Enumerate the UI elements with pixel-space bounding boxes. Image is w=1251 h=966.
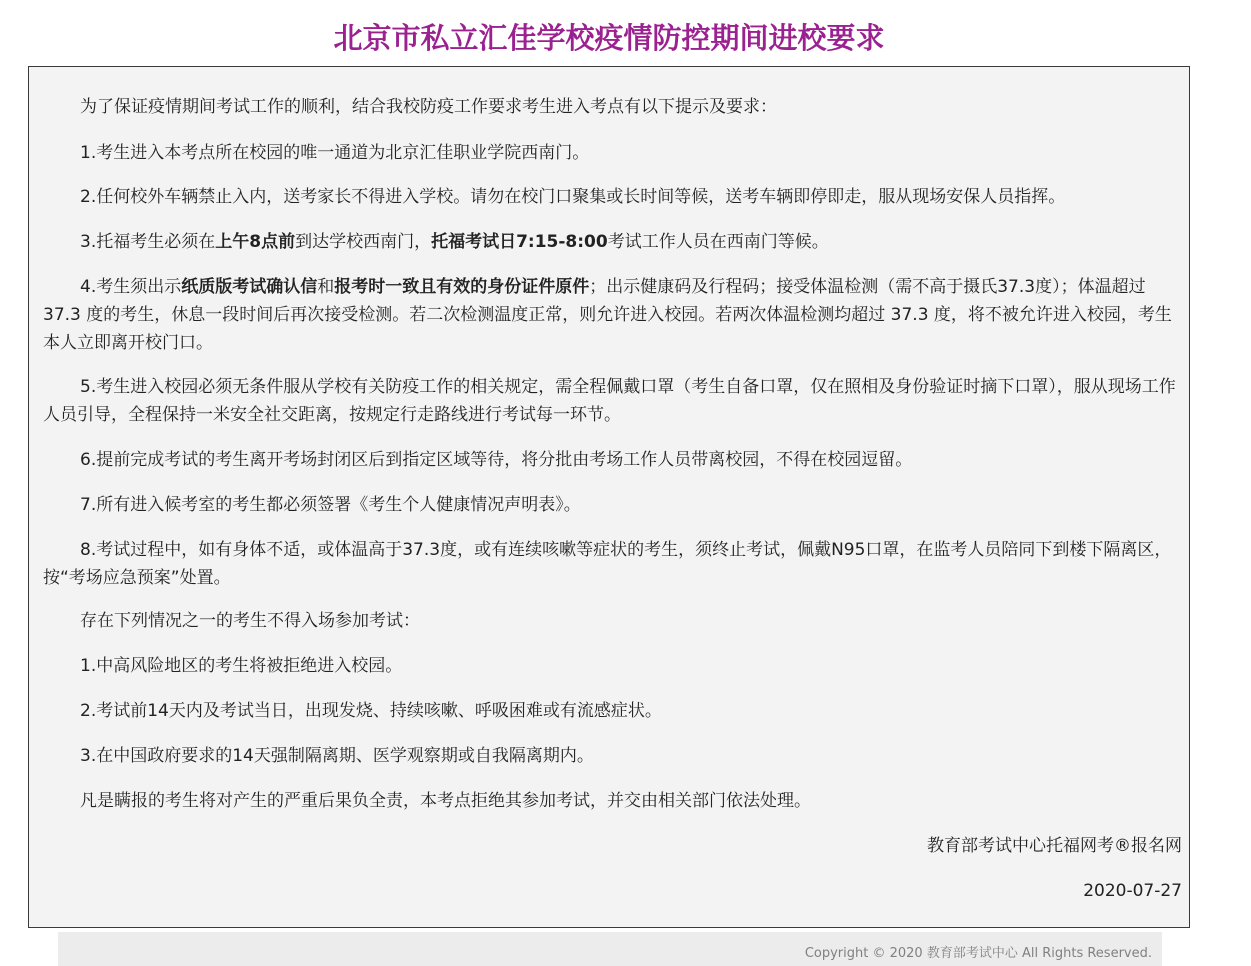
date: 2020-07-27: [1083, 881, 1182, 901]
rule-7: 7.所有进入候考室的考生都必须签署《考生个人健康情况声明表》。: [80, 495, 581, 515]
page-title: 北京市私立汇佳学校疫情防控期间进校要求: [333, 21, 885, 55]
exclusion-1: 1.中高风险地区的考生将被拒绝进入校园。: [80, 656, 403, 676]
rule-3: [43, 228, 1183, 256]
exclusion-3: 3.在中国政府要求的14天强制隔离期、医学观察期或自我隔离期内。: [80, 746, 594, 766]
rule-4-id-document: 报考时一致且有效的身份证件原件: [334, 277, 590, 297]
rule-6: 6.提前完成考试的考生离开考场封闭区后到指定区域等待，将分批由考场工作人员带离校园，不得在校园逗留。: [80, 450, 913, 470]
rule-4-text-c: 和: [317, 277, 335, 297]
rule-8: 8.考试过程中，如有身体不适，或体温高于37.3度，或有连续咳嗽等症状的考生，须终止考试，佩戴N95口罩，在监考人员陪同下到楼下隔离区，按“考场应急预案”处置。: [43, 540, 1172, 588]
warning-paragraph: 凡是瞒报的考生将对产生的严重后果负全责，本考点拒绝其参加考试，并交由相关部门依法处理。: [80, 791, 811, 811]
rule-4: [43, 273, 1183, 357]
rule-4-text-a: 4.考生须出示: [80, 277, 182, 297]
intro-paragraph: 为了保证疫情期间考试工作的顺利，结合我校防疫工作要求考生进入考点有以下提示及要求：: [80, 97, 777, 117]
rule-3-exam-time: 托福考试日7:15-8:00: [431, 232, 608, 252]
rule-3-deadline: 上午8点前: [215, 232, 296, 252]
rule-3-text-c: 到达学校西南门，: [295, 232, 432, 252]
exclusion-2: 2.考试前14天内及考试当日，出现发烧、持续咳嗽、呼吸困难或有流感症状。: [80, 701, 662, 721]
copyright-text: Copyright © 2020 教育部考试中心 All Rights Reserved.: [804, 946, 1152, 961]
rule-3-text-e: 考试工作人员在西南门等候。: [607, 232, 829, 252]
rule-3-text-a: 3.托福考生必须在: [80, 232, 216, 252]
rule-4-confirmation-letter: 纸质版考试确认信: [181, 277, 318, 297]
rule-2: 2.任何校外车辆禁止入内，送考家长不得进入学校。请勿在校门口聚集或长时间等候，送考车辆即停即走，服从现场安保人员指挥。: [80, 187, 1066, 207]
notice-box: [28, 66, 1190, 928]
footer: [58, 932, 1162, 966]
rule-5: 5.考生进入校园必须无条件服从学校有关防疫工作的相关规定，需全程佩戴口罩（考生自备口罩，仅在照相及身份验证时摘下口罩），服从现场工作人员引导，全程保持一米安全社交距离，按规定行走路线进行考试每一环节。: [43, 377, 1176, 425]
exclusion-intro: 存在下列情况之一的考生不得入场参加考试：: [80, 611, 420, 631]
rule-1: 1.考生进入本考点所在校园的唯一通道为北京汇佳职业学院西南门。: [80, 143, 590, 163]
rule-4-text-e: ；出示健康码及行程码；接受体温检测（需不高于摄氏37.3度）；体温超过 37.3 度的考生，休息一段时间后再次接受检测。若二次检测温度正常，则允许进入校园。若两次体温检测均超过 37.3 度，将不被允许进入校园，考生本人立即离开校门口。: [43, 277, 1172, 353]
signature: 教育部考试中心托福网考®报名网: [927, 836, 1182, 856]
